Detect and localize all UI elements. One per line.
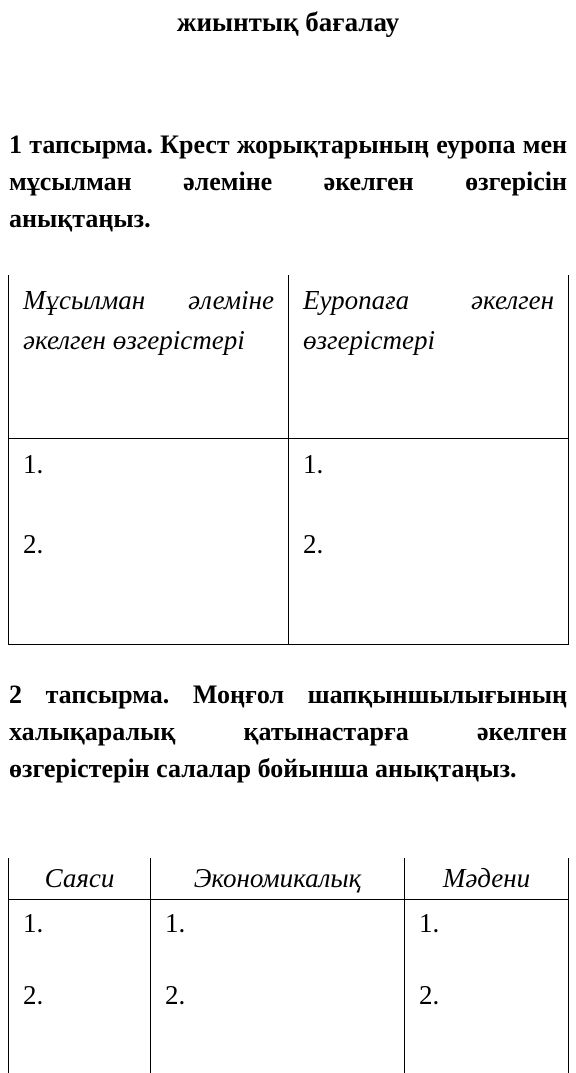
task-1-table <box>8 275 569 645</box>
answer-cell-muslim-world[interactable] <box>9 439 289 645</box>
list-item: 2. <box>419 975 554 1015</box>
column-header-political: Саяси <box>9 858 151 900</box>
table-header-row <box>9 275 569 439</box>
task-1-instruction: 1 тапсырма. Крест жорықтарының еуропа мен мұсылман әлеміне әкелген өзгерісін анықтаңыз. <box>9 126 567 237</box>
table-header-row <box>9 858 569 900</box>
list-item: 2. <box>303 524 554 564</box>
list-item: 2. <box>165 975 390 1015</box>
table-row <box>9 439 569 645</box>
list-item: 1. <box>165 903 390 943</box>
column-header-europe: Еуропаға әкелген өзгерістері <box>289 275 569 439</box>
page-title: жиынтық бағалау <box>0 6 576 38</box>
answer-cell-cultural[interactable] <box>405 900 569 1073</box>
column-header-economic: Экономикалық <box>151 858 405 900</box>
list-item: 1. <box>23 444 274 484</box>
task-2-instruction: 2 тапсырма. Моңғол шапқыншылығының халықаралық қатынастарға әкелген өзгерістерін салалар бойынша анықтаңыз. <box>9 676 567 787</box>
list-item: 2. <box>23 975 136 1015</box>
column-header-cultural: Мәдени <box>405 858 569 900</box>
list-item: 1. <box>419 903 554 943</box>
answer-cell-economic[interactable] <box>151 900 405 1073</box>
answer-cell-europe[interactable] <box>289 439 569 645</box>
list-item: 1. <box>23 903 136 943</box>
answer-cell-political[interactable] <box>9 900 151 1073</box>
column-header-muslim-world: Мұсылман әлеміне әкелген өзгерістері <box>9 275 289 439</box>
task-2-table <box>8 858 569 1073</box>
list-item: 1. <box>303 444 554 484</box>
list-item: 2. <box>23 524 274 564</box>
table-row <box>9 900 569 1073</box>
